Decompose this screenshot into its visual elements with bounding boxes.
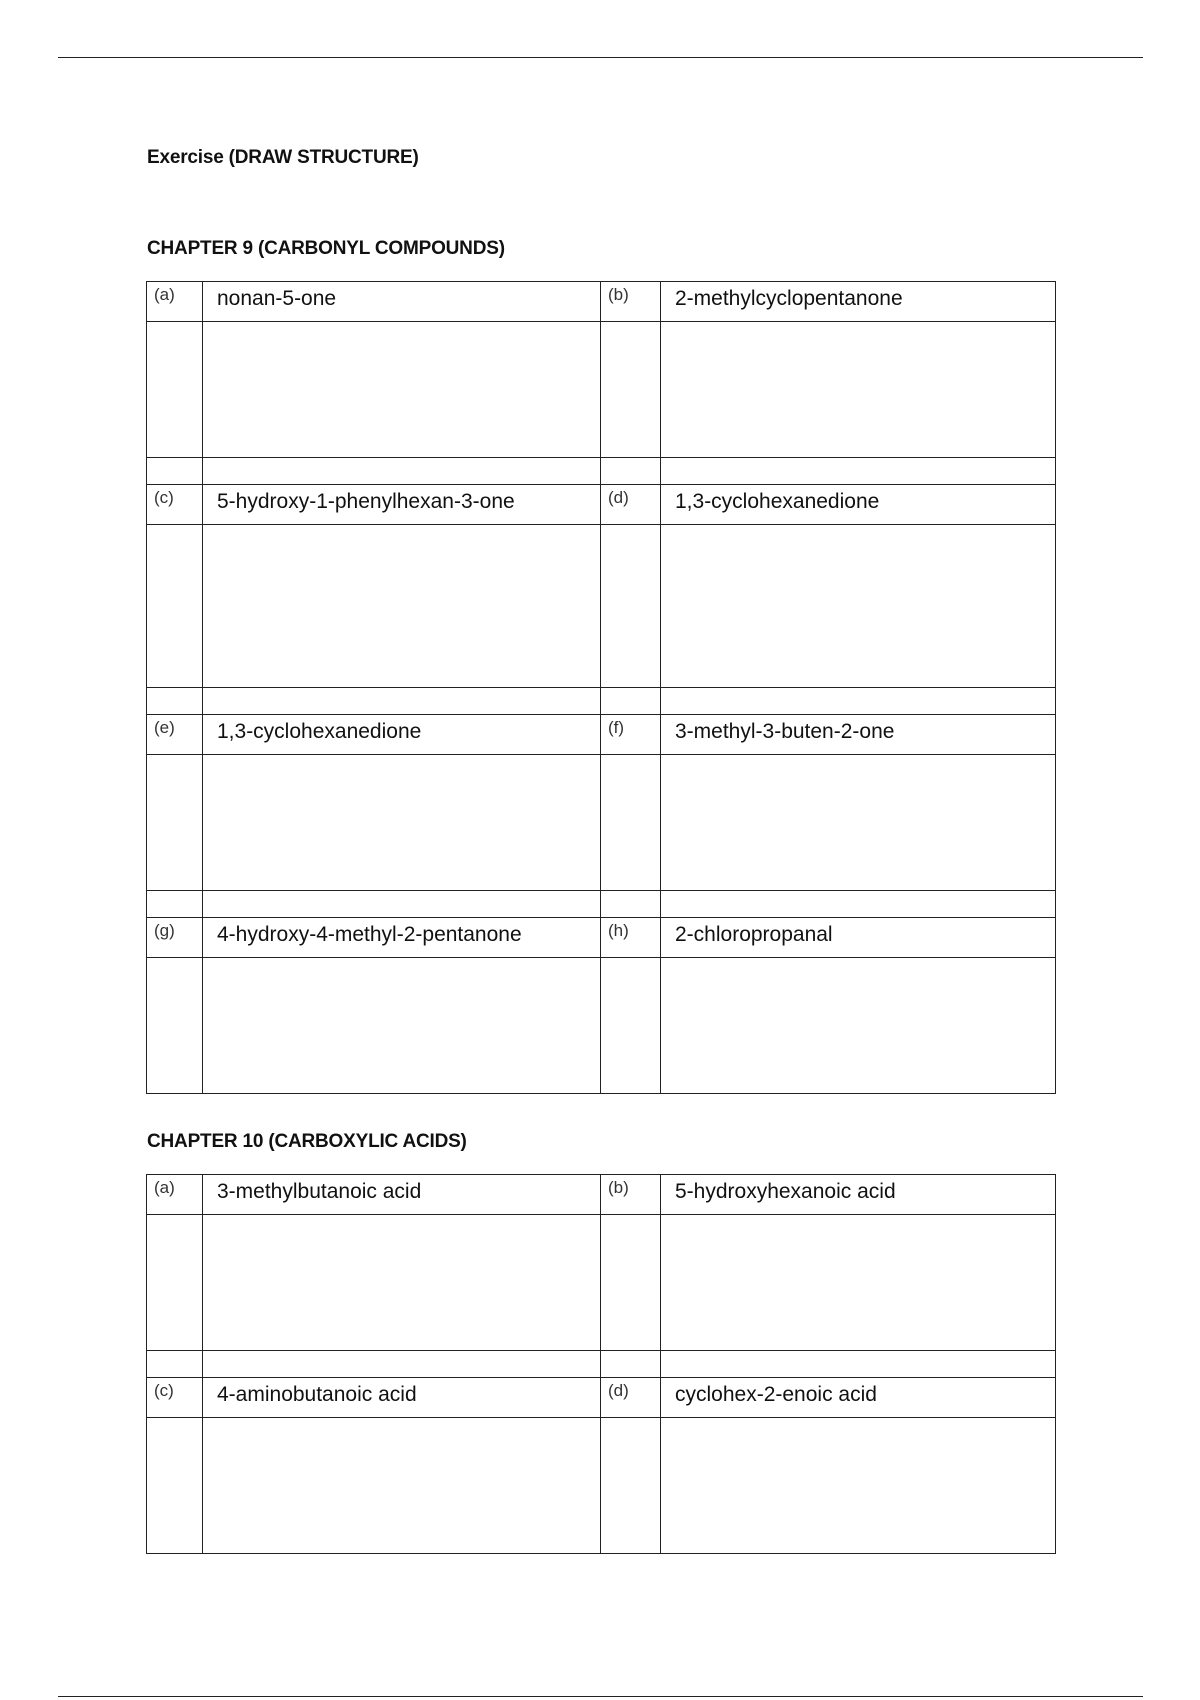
drawing-row <box>147 755 1056 891</box>
drawing-area[interactable] <box>203 1215 601 1351</box>
table-row <box>147 1378 1056 1418</box>
drawing-row <box>147 322 1056 458</box>
drawing-area[interactable] <box>661 958 1056 1094</box>
drawing-area[interactable] <box>661 1418 1056 1554</box>
top-rule <box>58 57 1143 58</box>
label-blank-cell <box>601 1215 661 1351</box>
label-blank-cell <box>147 755 203 891</box>
spacer-row <box>147 688 1056 715</box>
item-label: (e) <box>147 715 203 755</box>
item-label: (b) <box>601 282 661 322</box>
label-blank-cell <box>147 958 203 1094</box>
drawing-row <box>147 958 1056 1094</box>
label-blank-cell <box>601 525 661 688</box>
chapter-9-heading: CHAPTER 9 (CARBONYL COMPOUNDS) <box>147 238 505 259</box>
table-row <box>147 918 1056 958</box>
compound-name: nonan-5-one <box>203 282 601 322</box>
drawing-row <box>147 1215 1056 1351</box>
item-label: (a) <box>147 282 203 322</box>
compound-name: 3-methyl-3-buten-2-one <box>661 715 1056 755</box>
drawing-area[interactable] <box>203 322 601 458</box>
spacer-row <box>147 458 1056 485</box>
label-blank-cell <box>601 755 661 891</box>
drawing-area[interactable] <box>203 1418 601 1554</box>
item-label: (f) <box>601 715 661 755</box>
chapter-10-exercise-table <box>146 1174 1056 1554</box>
page-title: Exercise (DRAW STRUCTURE) <box>147 147 419 168</box>
drawing-row <box>147 525 1056 688</box>
item-label: (h) <box>601 918 661 958</box>
table-row <box>147 715 1056 755</box>
table-row <box>147 485 1056 525</box>
chapter-10-heading: CHAPTER 10 (CARBOXYLIC ACIDS) <box>147 1131 467 1152</box>
compound-name: 2-chloropropanal <box>661 918 1056 958</box>
compound-name: 4-hydroxy-4-methyl-2-pentanone <box>203 918 601 958</box>
compound-name: cyclohex-2-enoic acid <box>661 1378 1056 1418</box>
item-label: (g) <box>147 918 203 958</box>
drawing-area[interactable] <box>661 525 1056 688</box>
label-blank-cell <box>147 322 203 458</box>
spacer-row <box>147 1351 1056 1378</box>
compound-name: 2-methylcyclopentanone <box>661 282 1056 322</box>
table-row <box>147 282 1056 322</box>
compound-name: 1,3-cyclohexanedione <box>203 715 601 755</box>
drawing-area[interactable] <box>661 322 1056 458</box>
item-label: (c) <box>147 1378 203 1418</box>
table-row <box>147 1175 1056 1215</box>
bottom-rule <box>58 1696 1143 1697</box>
item-label: (d) <box>601 1378 661 1418</box>
item-label: (a) <box>147 1175 203 1215</box>
compound-name: 1,3-cyclohexanedione <box>661 485 1056 525</box>
item-label: (b) <box>601 1175 661 1215</box>
drawing-area[interactable] <box>203 525 601 688</box>
item-label: (c) <box>147 485 203 525</box>
drawing-row <box>147 1418 1056 1554</box>
compound-name: 3-methylbutanoic acid <box>203 1175 601 1215</box>
label-blank-cell <box>601 958 661 1094</box>
drawing-area[interactable] <box>203 958 601 1094</box>
compound-name: 5-hydroxyhexanoic acid <box>661 1175 1056 1215</box>
drawing-area[interactable] <box>203 755 601 891</box>
item-label: (d) <box>601 485 661 525</box>
compound-name: 4-aminobutanoic acid <box>203 1378 601 1418</box>
chapter-9-exercise-table <box>146 281 1056 1094</box>
drawing-area[interactable] <box>661 755 1056 891</box>
label-blank-cell <box>601 322 661 458</box>
compound-name: 5-hydroxy-1-phenylhexan-3-one <box>203 485 601 525</box>
label-blank-cell <box>601 1418 661 1554</box>
label-blank-cell <box>147 525 203 688</box>
spacer-row <box>147 891 1056 918</box>
label-blank-cell <box>147 1418 203 1554</box>
label-blank-cell <box>147 1215 203 1351</box>
drawing-area[interactable] <box>661 1215 1056 1351</box>
